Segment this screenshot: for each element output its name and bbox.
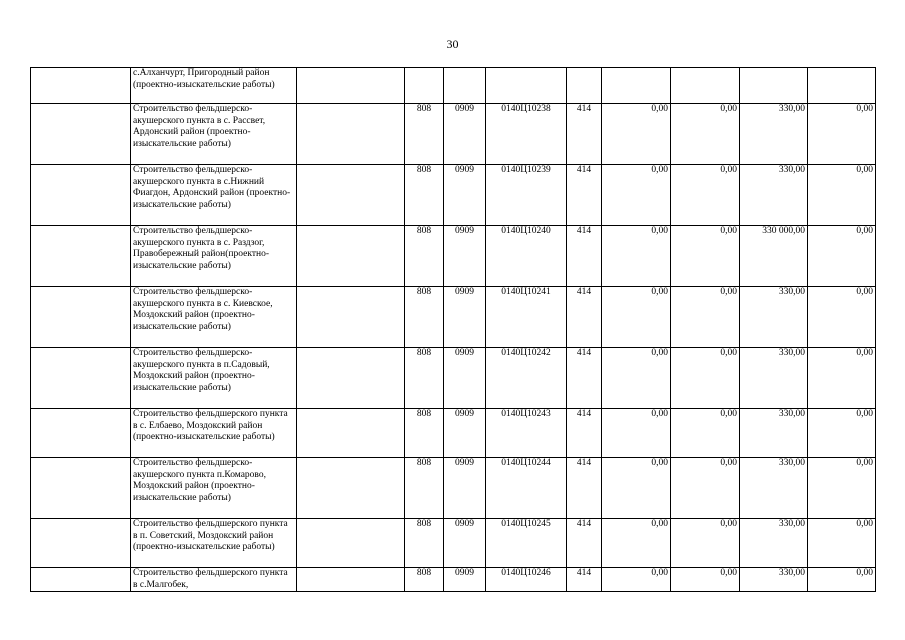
table-cell-expense-type: 414 bbox=[567, 104, 602, 165]
table-cell-target-code: 0140Ц10243 bbox=[486, 409, 567, 458]
table-cell-value-1: 0,00 bbox=[602, 348, 671, 409]
table-cell-name: Строительство фельдшерско-акушерского пункта в с. Рассвет, Ардонский район (проектно-изыскательские работы) bbox=[131, 104, 297, 165]
table-cell-section-code: 0909 bbox=[444, 165, 486, 226]
table-cell-name: Строительство фельдшерского пункта в п. Советский, Моздокский район (проектно-изыскательские работы) bbox=[131, 519, 297, 568]
table-cell-value-4: 0,00 bbox=[808, 165, 876, 226]
table-cell-value-1: 0,00 bbox=[602, 458, 671, 519]
table-cell-name: Строительство фельдшерского пункта в с.Малгобек, bbox=[131, 568, 297, 592]
table-cell-value-2 bbox=[671, 68, 740, 104]
table-cell-value-2: 0,00 bbox=[671, 104, 740, 165]
table-cell-section-code: 0909 bbox=[444, 458, 486, 519]
table-row bbox=[31, 519, 876, 568]
table-cell-value-1: 0,00 bbox=[602, 226, 671, 287]
table-cell-blank bbox=[31, 348, 131, 409]
table-cell-ministry-code: 808 bbox=[405, 104, 444, 165]
table-cell-blank bbox=[31, 287, 131, 348]
table-cell-value-2: 0,00 bbox=[671, 287, 740, 348]
table-cell-section-code: 0909 bbox=[444, 409, 486, 458]
table-cell-value-2: 0,00 bbox=[671, 409, 740, 458]
table-cell-section-code: 0909 bbox=[444, 348, 486, 409]
table-row bbox=[31, 68, 876, 104]
table-cell-expense-type: 414 bbox=[567, 165, 602, 226]
table-cell-name: с.Алханчурт, Пригородный район (проектно-изыскательские работы) bbox=[131, 68, 297, 104]
table-cell-blank bbox=[31, 68, 131, 104]
table-cell-expense-type bbox=[567, 68, 602, 104]
table-cell-blank bbox=[31, 104, 131, 165]
table-cell-value-4: 0,00 bbox=[808, 568, 876, 592]
table-cell-ministry-code: 808 bbox=[405, 165, 444, 226]
table-cell-blank bbox=[297, 226, 405, 287]
table-cell-value-1: 0,00 bbox=[602, 287, 671, 348]
table-cell-target-code: 0140Ц10245 bbox=[486, 519, 567, 568]
table-cell-section-code: 0909 bbox=[444, 568, 486, 592]
table-cell-name: Строительство фельдшерско-акушерского пункта в с. Киевское, Моздокский район (проектно-изыскательские работы) bbox=[131, 287, 297, 348]
table-cell-section-code: 0909 bbox=[444, 226, 486, 287]
table-cell-value-3: 330,00 bbox=[740, 458, 808, 519]
table-cell-value-1: 0,00 bbox=[602, 519, 671, 568]
table-cell-expense-type: 414 bbox=[567, 409, 602, 458]
table-cell-ministry-code: 808 bbox=[405, 568, 444, 592]
table-row bbox=[31, 568, 876, 592]
table-cell-value-2: 0,00 bbox=[671, 568, 740, 592]
table-cell-target-code: 0140Ц10239 bbox=[486, 165, 567, 226]
table-cell-blank bbox=[297, 165, 405, 226]
table-cell-value-1: 0,00 bbox=[602, 409, 671, 458]
table-cell-expense-type: 414 bbox=[567, 348, 602, 409]
table-cell-blank bbox=[31, 226, 131, 287]
table-cell-blank bbox=[297, 458, 405, 519]
table-cell-blank bbox=[297, 568, 405, 592]
table-cell-ministry-code: 808 bbox=[405, 348, 444, 409]
table-cell-ministry-code bbox=[405, 68, 444, 104]
table-cell-value-2: 0,00 bbox=[671, 458, 740, 519]
table-cell-value-1: 0,00 bbox=[602, 104, 671, 165]
table-cell-blank bbox=[297, 409, 405, 458]
table-cell-value-1 bbox=[602, 68, 671, 104]
table-cell-value-3: 330,00 bbox=[740, 409, 808, 458]
table-cell-value-3: 330,00 bbox=[740, 348, 808, 409]
table-cell-blank bbox=[31, 519, 131, 568]
table-cell-target-code: 0140Ц10242 bbox=[486, 348, 567, 409]
table-cell-name: Строительство фельдшерско-акушерского пункта п.Комарово, Моздокский район (проектно-изыскательские работы) bbox=[131, 458, 297, 519]
table-row bbox=[31, 348, 876, 409]
table-cell-blank bbox=[297, 104, 405, 165]
table-cell-value-3: 330,00 bbox=[740, 104, 808, 165]
table-cell-value-2: 0,00 bbox=[671, 165, 740, 226]
table-cell-ministry-code: 808 bbox=[405, 519, 444, 568]
table-cell-value-4: 0,00 bbox=[808, 104, 876, 165]
table-cell-blank bbox=[297, 519, 405, 568]
table-row bbox=[31, 409, 876, 458]
table-cell-value-2: 0,00 bbox=[671, 519, 740, 568]
table-cell-section-code: 0909 bbox=[444, 519, 486, 568]
table-cell-value-3: 330,00 bbox=[740, 568, 808, 592]
table-cell-section-code bbox=[444, 68, 486, 104]
table-cell-blank bbox=[297, 68, 405, 104]
table-cell-target-code: 0140Ц10246 bbox=[486, 568, 567, 592]
table-cell-value-1: 0,00 bbox=[602, 165, 671, 226]
table-cell-ministry-code: 808 bbox=[405, 458, 444, 519]
table-cell-value-3 bbox=[740, 68, 808, 104]
table-cell-value-1: 0,00 bbox=[602, 568, 671, 592]
table-cell-value-4: 0,00 bbox=[808, 409, 876, 458]
table-cell-expense-type: 414 bbox=[567, 287, 602, 348]
table-cell-value-4: 0,00 bbox=[808, 519, 876, 568]
table-cell-section-code: 0909 bbox=[444, 104, 486, 165]
table-row bbox=[31, 458, 876, 519]
table-cell-section-code: 0909 bbox=[444, 287, 486, 348]
table-cell-ministry-code: 808 bbox=[405, 409, 444, 458]
table-row bbox=[31, 287, 876, 348]
table-cell-name: Строительство фельдшерско-акушерского пункта в с. Раздзог, Правобережный район(проектно-изыскательские работы) bbox=[131, 226, 297, 287]
table-cell-name: Строительство фельдшерско-акушерского пункта в п.Садовый, Моздокский район (проектно-изыскательские работы) bbox=[131, 348, 297, 409]
table-cell-blank bbox=[31, 568, 131, 592]
table-cell-blank bbox=[31, 409, 131, 458]
table-cell-name: Строительство фельдшерско-акушерского пункта в с.Нижний Фиагдон, Ардонский район (проектно-изыскательские работы) bbox=[131, 165, 297, 226]
table-cell-value-3: 330 000,00 bbox=[740, 226, 808, 287]
table-cell-target-code bbox=[486, 68, 567, 104]
table-cell-expense-type: 414 bbox=[567, 519, 602, 568]
table-row bbox=[31, 104, 876, 165]
table-cell-value-4: 0,00 bbox=[808, 226, 876, 287]
table-cell-ministry-code: 808 bbox=[405, 287, 444, 348]
table-cell-expense-type: 414 bbox=[567, 226, 602, 287]
table-cell-blank bbox=[297, 287, 405, 348]
table-cell-name: Строительство фельдшерского пункта в с. Елбаево, Моздокский район (проектно-изыскательские работы) bbox=[131, 409, 297, 458]
table-cell-target-code: 0140Ц10241 bbox=[486, 287, 567, 348]
table-cell-blank bbox=[31, 165, 131, 226]
budget-table bbox=[30, 67, 876, 592]
table-cell-blank bbox=[297, 348, 405, 409]
table-cell-value-4 bbox=[808, 68, 876, 104]
table-cell-value-2: 0,00 bbox=[671, 226, 740, 287]
table-cell-target-code: 0140Ц10244 bbox=[486, 458, 567, 519]
table-cell-value-3: 330,00 bbox=[740, 519, 808, 568]
table-cell-value-4: 0,00 bbox=[808, 287, 876, 348]
table-row bbox=[31, 165, 876, 226]
table-cell-value-3: 330,00 bbox=[740, 165, 808, 226]
table-cell-expense-type: 414 bbox=[567, 458, 602, 519]
table-cell-value-4: 0,00 bbox=[808, 458, 876, 519]
table-row bbox=[31, 226, 876, 287]
table-cell-expense-type: 414 bbox=[567, 568, 602, 592]
table-cell-target-code: 0140Ц10240 bbox=[486, 226, 567, 287]
page-number: 30 bbox=[446, 37, 459, 51]
table-cell-target-code: 0140Ц10238 bbox=[486, 104, 567, 165]
table-cell-blank bbox=[31, 458, 131, 519]
table-cell-value-2: 0,00 bbox=[671, 348, 740, 409]
table-cell-value-4: 0,00 bbox=[808, 348, 876, 409]
table-cell-ministry-code: 808 bbox=[405, 226, 444, 287]
table-cell-value-3: 330,00 bbox=[740, 287, 808, 348]
